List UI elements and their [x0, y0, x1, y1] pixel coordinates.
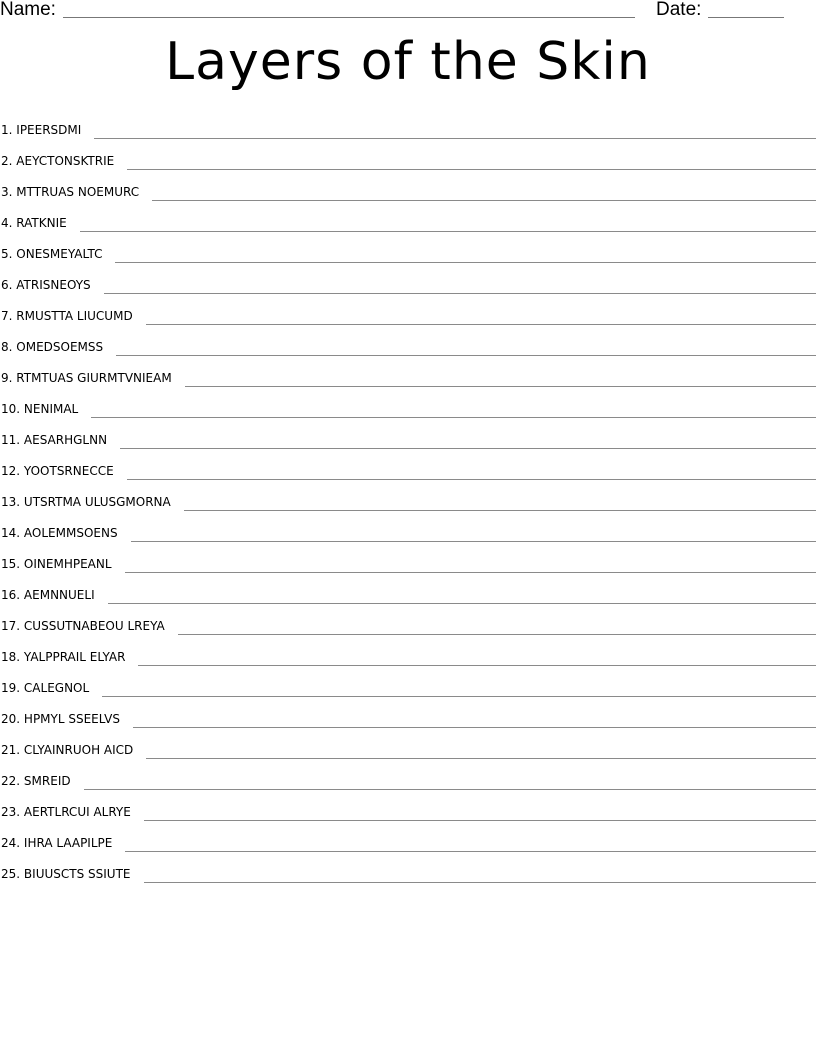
question-row	[0, 296, 816, 327]
question-row	[0, 234, 816, 265]
question-row	[0, 203, 816, 234]
scrambled-word: CLYAINRUOH AICD	[23, 743, 134, 757]
answer-line[interactable]	[91, 416, 816, 418]
scrambled-word: ATRISNEOYS	[16, 278, 91, 292]
answer-line[interactable]	[131, 540, 816, 542]
question-row	[0, 110, 816, 141]
scrambled-word: IPEERSDMI	[16, 123, 82, 137]
answer-line[interactable]	[184, 509, 816, 511]
answer-line[interactable]	[185, 385, 816, 387]
name-field-line[interactable]	[63, 17, 635, 18]
answer-line[interactable]	[125, 850, 816, 852]
answer-line[interactable]	[146, 757, 816, 759]
question-number: 2.	[1, 154, 13, 168]
question-row	[0, 389, 816, 420]
question-label	[0, 743, 133, 761]
question-number: 21.	[1, 743, 21, 757]
question-label	[0, 216, 67, 234]
scrambled-word: UTSRTMA ULUSGMORNA	[23, 495, 171, 509]
answer-line[interactable]	[120, 447, 816, 449]
question-number: 11.	[1, 433, 21, 447]
question-number: 15.	[1, 557, 21, 571]
scrambled-word: BIUUSCTS SSIUTE	[23, 867, 131, 881]
question-number: 12.	[1, 464, 21, 478]
answer-line[interactable]	[144, 819, 816, 821]
question-label	[0, 867, 131, 885]
scrambled-word: RATKNIE	[16, 216, 67, 230]
question-label	[0, 433, 107, 451]
worksheet-header	[0, 0, 816, 26]
answer-line[interactable]	[178, 633, 816, 635]
scrambled-word: CALEGNOL	[23, 681, 90, 695]
question-row	[0, 699, 816, 730]
question-label	[0, 619, 165, 637]
answer-line[interactable]	[116, 354, 816, 356]
question-number: 20.	[1, 712, 21, 726]
date-label: Date:	[656, 0, 702, 20]
question-number: 1.	[1, 123, 13, 137]
question-number: 24.	[1, 836, 21, 850]
question-label	[0, 681, 89, 699]
answer-line[interactable]	[146, 323, 816, 325]
question-number: 14.	[1, 526, 21, 540]
scrambled-word: YALPPRAIL ELYAR	[23, 650, 126, 664]
question-number: 9.	[1, 371, 13, 385]
question-row	[0, 482, 816, 513]
name-label: Name:	[0, 0, 56, 20]
scrambled-word: AERTLRCUI ALRYE	[23, 805, 131, 819]
question-number: 7.	[1, 309, 13, 323]
answer-line[interactable]	[115, 261, 816, 263]
question-row	[0, 668, 816, 699]
scrambled-word: RTMTUAS GIURMTVNIEAM	[16, 371, 172, 385]
scrambled-word: AESARHGLNN	[23, 433, 108, 447]
answer-line[interactable]	[127, 478, 816, 480]
question-number: 17.	[1, 619, 21, 633]
answer-line[interactable]	[133, 726, 816, 728]
scrambled-word: OINEMHPEANL	[23, 557, 112, 571]
scrambled-word: AOLEMMSOENS	[23, 526, 118, 540]
answer-line[interactable]	[127, 168, 816, 170]
question-label	[0, 712, 120, 730]
question-label	[0, 464, 114, 482]
question-row	[0, 544, 816, 575]
question-label	[0, 495, 171, 513]
question-number: 5.	[1, 247, 13, 261]
question-row	[0, 451, 816, 482]
scrambled-word: MTTRUAS NOEMURC	[16, 185, 140, 199]
question-label	[0, 247, 102, 265]
question-list	[0, 110, 816, 885]
question-row	[0, 761, 816, 792]
question-label	[0, 588, 95, 606]
date-field-line[interactable]	[708, 17, 784, 18]
question-number: 22.	[1, 774, 21, 788]
answer-line[interactable]	[94, 137, 816, 139]
question-row	[0, 358, 816, 389]
question-label	[0, 774, 71, 792]
scrambled-word: HPMYL SSEELVS	[23, 712, 120, 726]
scrambled-word: NENIMAL	[23, 402, 79, 416]
answer-line[interactable]	[138, 664, 816, 666]
question-row	[0, 575, 816, 606]
question-number: 18.	[1, 650, 21, 664]
question-number: 25.	[1, 867, 21, 881]
worksheet-title: Layers of the Skin	[165, 32, 651, 92]
scrambled-word: IHRA LAAPILPE	[23, 836, 113, 850]
question-label	[0, 154, 114, 172]
question-row	[0, 730, 816, 761]
question-row	[0, 854, 816, 885]
question-row	[0, 172, 816, 203]
scrambled-word: ONESMEYALTC	[16, 247, 103, 261]
question-number: 3.	[1, 185, 13, 199]
question-label	[0, 805, 131, 823]
scrambled-word: SMREID	[23, 774, 71, 788]
scrambled-word: AEMNNUELI	[23, 588, 95, 602]
answer-line[interactable]	[84, 788, 816, 790]
question-label	[0, 526, 118, 544]
scrambled-word: OMEDSOEMSS	[16, 340, 104, 354]
question-row	[0, 513, 816, 544]
question-label	[0, 309, 133, 327]
scrambled-word: YOOTSRNECCE	[23, 464, 114, 478]
question-row	[0, 265, 816, 296]
question-label	[0, 836, 112, 854]
scrambled-word: RMUSTTA LIUCUMD	[16, 309, 133, 323]
question-row	[0, 792, 816, 823]
question-label	[0, 123, 81, 141]
question-number: 10.	[1, 402, 21, 416]
answer-line[interactable]	[152, 199, 816, 201]
question-label	[0, 340, 103, 358]
answer-line[interactable]	[125, 571, 816, 573]
question-number: 6.	[1, 278, 13, 292]
answer-line[interactable]	[102, 695, 816, 697]
answer-line[interactable]	[104, 292, 816, 294]
answer-line[interactable]	[108, 602, 816, 604]
answer-line[interactable]	[144, 881, 816, 883]
question-label	[0, 402, 78, 420]
question-number: 19.	[1, 681, 21, 695]
question-label	[0, 371, 172, 389]
question-row	[0, 823, 816, 854]
question-label	[0, 650, 125, 668]
question-row	[0, 606, 816, 637]
scrambled-word: AEYCTONSKTRIE	[16, 154, 115, 168]
question-label	[0, 278, 91, 296]
question-number: 8.	[1, 340, 13, 354]
question-row	[0, 327, 816, 358]
question-row	[0, 637, 816, 668]
question-row	[0, 420, 816, 451]
answer-line[interactable]	[80, 230, 816, 232]
question-label	[0, 185, 139, 203]
scrambled-word: CUSSUTNABEOU LREYA	[23, 619, 165, 633]
question-number: 23.	[1, 805, 21, 819]
question-label	[0, 557, 112, 575]
question-number: 4.	[1, 216, 13, 230]
question-number: 13.	[1, 495, 21, 509]
question-row	[0, 141, 816, 172]
question-number: 16.	[1, 588, 21, 602]
